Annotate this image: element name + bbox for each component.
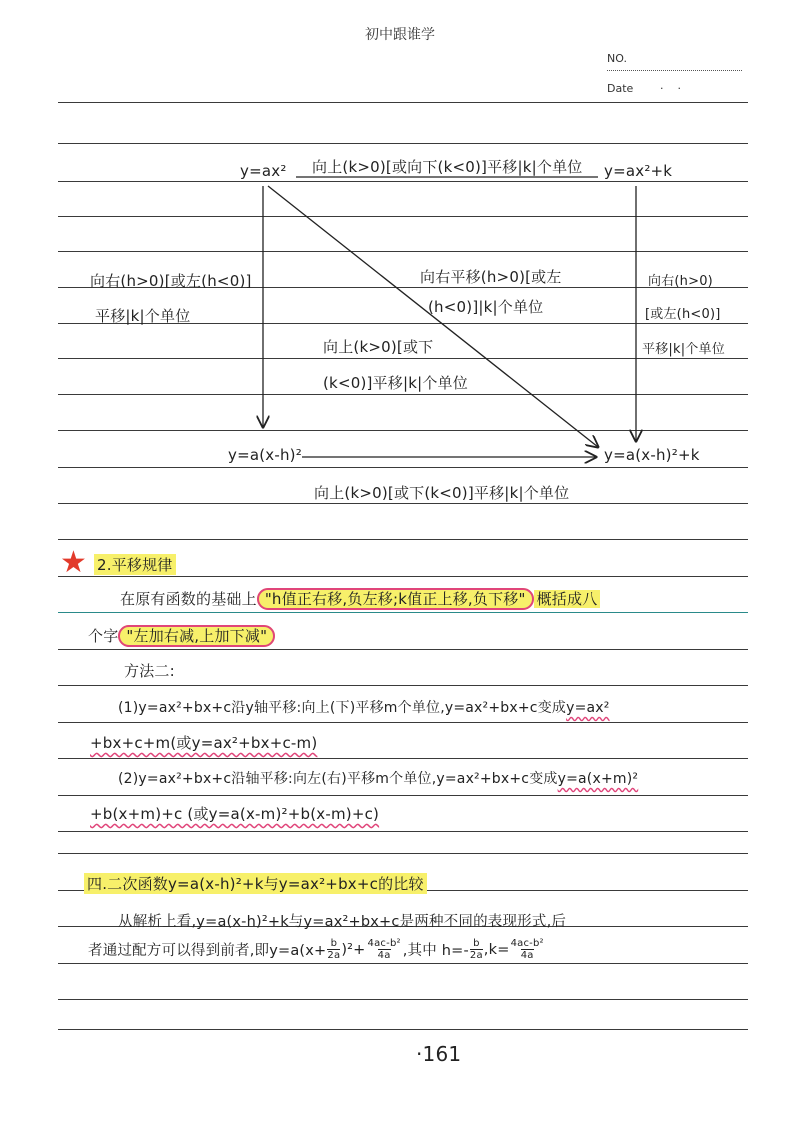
label-left-2: 平移|k|个单位: [95, 307, 191, 325]
page-header-title: 初中跟谁学: [365, 27, 435, 43]
item1-line1: [118, 697, 610, 717]
label-diagonal-2: (h<0)]|k|个单位: [428, 298, 544, 316]
section4-line1: 从解析上看,y=a(x-h)²+k与y=ax²+bx+c是两种不同的表现形式,后: [118, 914, 567, 930]
section2-line1-suffix: 概括成八: [534, 590, 601, 608]
date-dots: · ·: [660, 82, 681, 95]
fraction-numerator: b: [473, 938, 480, 949]
no-label: NO.: [607, 52, 627, 65]
label-diagonal-1: 向右平移(h>0)[或左: [420, 268, 562, 286]
item2-text: (2)y=ax²+bx+c沿轴平移:向左(右)平移m个单位,y=ax²+bx+c变成: [118, 771, 558, 787]
rule-circled-1: "h值正右移,负左移;k值正上移,负下移": [257, 588, 534, 610]
item2-line1: [118, 768, 638, 788]
rule-circled-2: "左加右减,上加下减": [118, 625, 275, 647]
method-label: 方法二:: [124, 662, 175, 680]
item1-line2: +bx+c+m(或y=ax²+bx+c-m): [90, 734, 318, 752]
label-top-arrow: 向上(k>0)[或向下(k<0)]平移|k|个单位: [312, 158, 583, 176]
label-bottom-arrow: 向上(k>0)[或下(k<0)]平移|k|个单位: [314, 484, 570, 502]
formula-bottom-left: y=a(x-h)²: [228, 446, 302, 464]
page-number: ·161: [416, 1042, 462, 1066]
item2-line2: +b(x+m)+c (或y=a(x-m)²+b(x-m)+c): [90, 805, 380, 823]
formula-top-right: y=ax²+k: [604, 162, 673, 180]
fraction-denominator: 2a: [327, 950, 341, 961]
fraction-h: [470, 938, 483, 961]
section2-line1: [120, 588, 600, 609]
section4-line2: [88, 938, 545, 961]
date-label: Date: [607, 82, 634, 95]
section2-heading: 2.平移规律: [94, 554, 176, 575]
section4-line2-d: ,k=: [483, 941, 510, 958]
section2-line2-prefix: 个字: [88, 627, 119, 645]
section4-line2-a: 者通过配方可以得到前者,即y=a(x+: [88, 943, 327, 959]
fraction-k: [511, 938, 544, 961]
label-middle-1: 向上(k>0)[或下: [323, 338, 434, 356]
label-left-1: 向右(h>0)[或左(h<0)]: [90, 272, 252, 290]
star-icon: ★: [60, 545, 87, 580]
item1-text: (1)y=ax²+bx+c沿y轴平移:向上(下)平移m个单位,y=ax²+bx+c变成: [118, 700, 567, 716]
fraction-b-2a: [327, 938, 340, 961]
fraction-denominator: 2a: [469, 950, 483, 961]
item1-result-start: y=ax²: [566, 700, 610, 716]
section4-line2-c: ,其中 h=-: [402, 943, 469, 959]
fraction-denominator: 4a: [520, 950, 534, 961]
label-right-3: 平移|k|个单位: [642, 342, 725, 357]
label-middle-2: (k<0)]平移|k|个单位: [323, 374, 468, 392]
section2-line2: [88, 625, 275, 646]
label-right-2: [或左(h<0)]: [645, 307, 721, 322]
section2-line1-prefix: 在原有函数的基础上: [120, 590, 257, 608]
section4-line2-b: )²+: [341, 941, 366, 958]
fraction-denominator: 4a: [377, 950, 391, 961]
item2-result-start: y=a(x+m)²: [557, 771, 639, 787]
section4-heading: 四.二次函数y=a(x-h)²+k与y=ax²+bx+c的比较: [84, 873, 427, 894]
fraction-4ac-b2-4a: [368, 938, 401, 961]
fraction-numerator: 4ac-b²: [510, 938, 544, 949]
label-right-1: 向右(h>0): [648, 274, 713, 289]
fraction-numerator: b: [330, 938, 338, 949]
fraction-numerator: 4ac-b²: [367, 938, 401, 949]
formula-bottom-right: y=a(x-h)²+k: [604, 446, 700, 464]
formula-top-left: y=ax²: [240, 162, 287, 180]
